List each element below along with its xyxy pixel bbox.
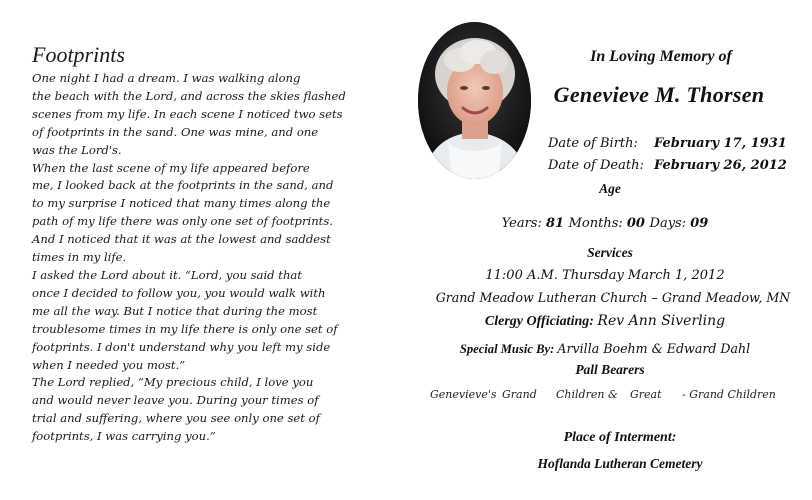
death-date: February 26, 2012 [654, 158, 787, 173]
poem-line: When the last scene of my life appeared before [32, 160, 310, 175]
poem-line: once I decided to follow you, you would walk with [32, 285, 326, 300]
music-label: Special Music By: [459, 342, 558, 356]
years-value: 81 [545, 216, 569, 231]
poem-line: footprints. I don't understand why you left my side [32, 339, 331, 354]
poem-line: to my surprise I noticed that many times along the [32, 196, 331, 211]
death-row [548, 155, 787, 177]
interment-place: Hoflanda Lutheran Cemetery [537, 456, 703, 471]
poem-line: scenes from my life. In each scene I noticed two sets [32, 106, 343, 121]
clergy-row [430, 313, 780, 330]
years-label: Years: [501, 216, 546, 231]
poem-line: path of my life there was only one set of footprints. [32, 214, 333, 229]
pall-bearers-label: Pall Bearers [575, 362, 645, 377]
portrait-photo [418, 22, 531, 179]
poem-line: And I noticed that it was at the lowest and saddest [32, 232, 331, 247]
interment-label: Place of Interment: [563, 430, 677, 445]
poem-line: times in my life. [32, 250, 127, 265]
months-value: 00 [626, 216, 650, 231]
portrait-image [418, 22, 531, 179]
music-row [430, 341, 780, 357]
memory-heading: In Loving Memory of [590, 48, 732, 65]
service-time: 11:00 A.M. Thursday March 1, 2012 [485, 268, 725, 283]
poem-line: The Lord replied, “My precious child, I love you [32, 375, 314, 390]
poem-line: trial and suffering, where you see only one set of [32, 411, 320, 426]
days-value: 09 [690, 216, 709, 231]
pall-word: Great [630, 388, 662, 401]
months-label: Months: [568, 216, 627, 231]
age-label: Age [599, 181, 621, 196]
pall-word: Grand [502, 388, 537, 401]
age-row [430, 216, 780, 231]
pall-word: Genevieve's [430, 388, 497, 401]
pall-word: - Grand Children [682, 388, 776, 401]
days-label: Days: [649, 216, 691, 231]
poem-line: of footprints in the sand. One was mine, and one [32, 124, 319, 139]
pall-word: & [608, 388, 618, 401]
pall-word: Children [556, 388, 605, 401]
birth-date: February 17, 1931 [654, 136, 787, 151]
clergy-label: Clergy Officiating: [484, 314, 598, 329]
poem-line: troublesome times in my life there is only one set of [32, 321, 338, 336]
footprints-poem [32, 42, 352, 446]
birth-label: Date of Birth: [548, 136, 638, 151]
poem-body [32, 70, 352, 446]
dates-block [548, 133, 787, 177]
poem-line: One night I had a dream. I was walking along [32, 71, 301, 85]
poem-line: when I needed you most.” [32, 357, 186, 372]
birth-row [548, 133, 787, 155]
poem-line: footprints, I was carrying you.” [32, 429, 216, 444]
poem-line: the beach with the Lord, and across the skies flashed [32, 88, 346, 103]
clergy-name: Rev Ann Siverling [597, 313, 726, 329]
poem-line: me all the way. But I notice that during the most [32, 303, 318, 318]
services-label: Services [587, 245, 633, 260]
service-location: Grand Meadow Lutheran Church – Grand Meadow, MN [435, 290, 791, 305]
poem-line: I asked the Lord about it. “Lord, you said that [32, 267, 302, 282]
poem-line: was the Lord's. [32, 142, 122, 157]
poem-title: Footprints [32, 42, 125, 67]
poem-line: and would never leave you. During your times of [32, 393, 319, 408]
music-performers: Arvilla Boehm & Edward Dahl [557, 341, 751, 356]
death-label: Date of Death: [548, 158, 644, 173]
deceased-name: Genevieve M. Thorsen [553, 82, 765, 107]
poem-line: me, I looked back at the footprints in the sand, and [32, 178, 334, 193]
